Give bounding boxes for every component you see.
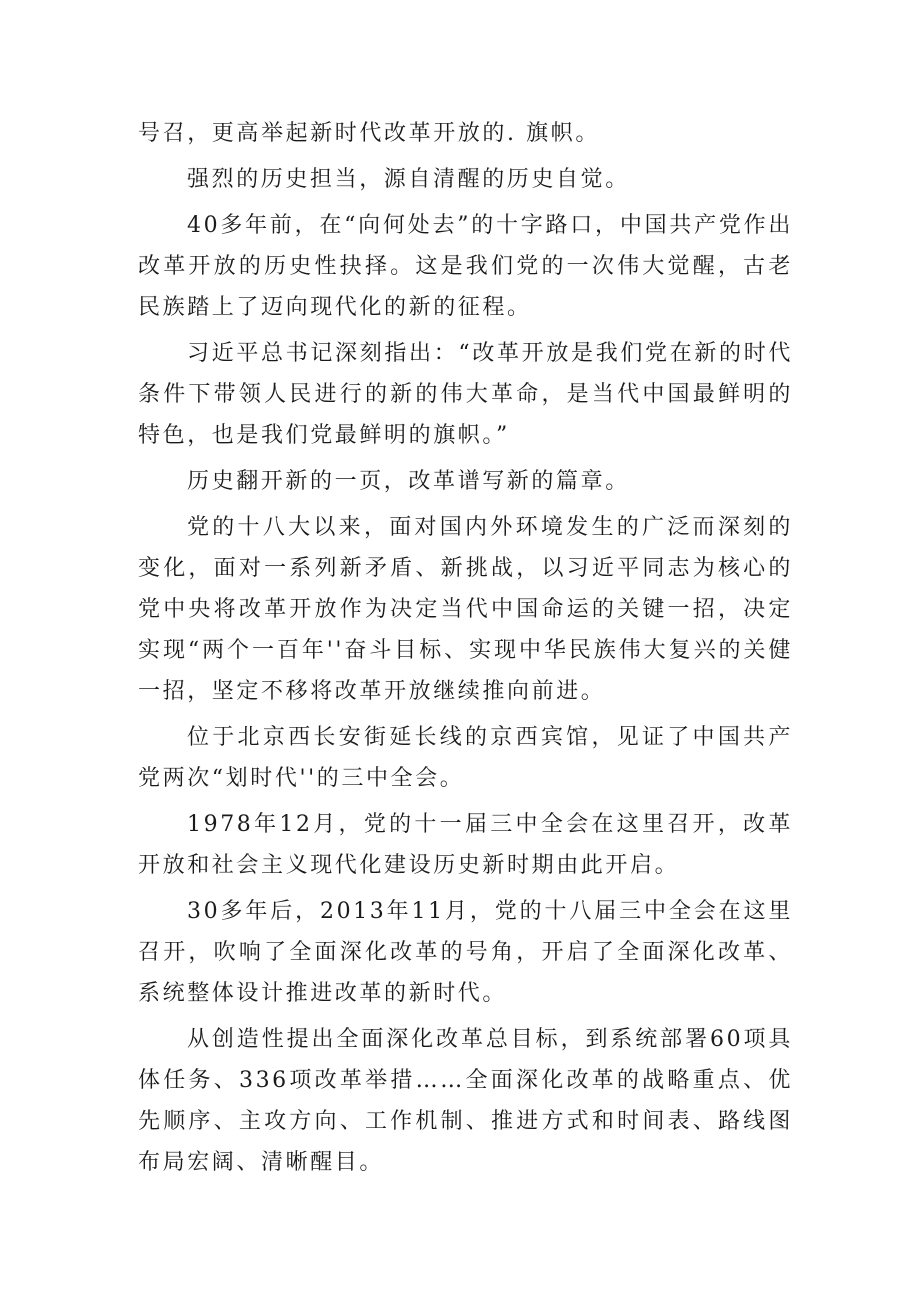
paragraph: 历史翻开新的一页，改革谱写新的篇章。	[187, 469, 630, 494]
document-body	[138, 113, 793, 1188]
paragraph: 党的十八大以来，面对国内外环境发生的广泛而深刻的变化，面对一系列新矛盾、新挑战，以习近平同志为核心的党中央将改革开放作为决定当代中国命运的关键一招，决定实现“两个一百年''奋斗目标、实现中华民族伟大复兴的关健一招，坚定不移将改革开放继续推向前进。	[138, 515, 793, 704]
paragraph: 位于北京西长安街延长线的京西宾馆，见证了中国共产党两次“划时代''的三中全会。	[138, 725, 793, 791]
paragraph: 强烈的历史担当，源自清醒的历史自觉。	[187, 167, 630, 192]
paragraph: 从创造性提出全面深化改革总目标，到系统部署60项具体任务、336项改革举措……全面深化改革的战略重点、优先顺序、主攻方向、工作机制、推进方式和时间表、路线图布局宏阔、清晰醒目。	[138, 1027, 793, 1175]
paragraph: 40多年前，在“向何处去”的十字路口，中国共产党作出改革开放的历史性抉择。这是我们党的一次伟大觉醒，古老民族踏上了迈向现代化的新的征程。	[138, 213, 793, 320]
paragraph-continuation: 号召，更高举起新时代改革开放的. 旗帜。	[138, 121, 600, 146]
paragraph: 1978年12月，党的十一届三中全会在这里召开，改革开放和社会主义现代化建设历史新时期由此开启。	[138, 812, 793, 878]
paragraph: 30多年后，2013年11月，党的十八届三中全会在这里召开，吹响了全面深化改革的号角，开启了全面深化改革、系统整体设计推进改革的新时代。	[138, 899, 793, 1006]
paragraph: 习近平总书记深刻指出：“改革开放是我们党在新的时代条件下带领人民进行的新的伟大革命，是当代中国最鲜明的特色，也是我们党最鲜明的旗帜。”	[138, 341, 793, 448]
